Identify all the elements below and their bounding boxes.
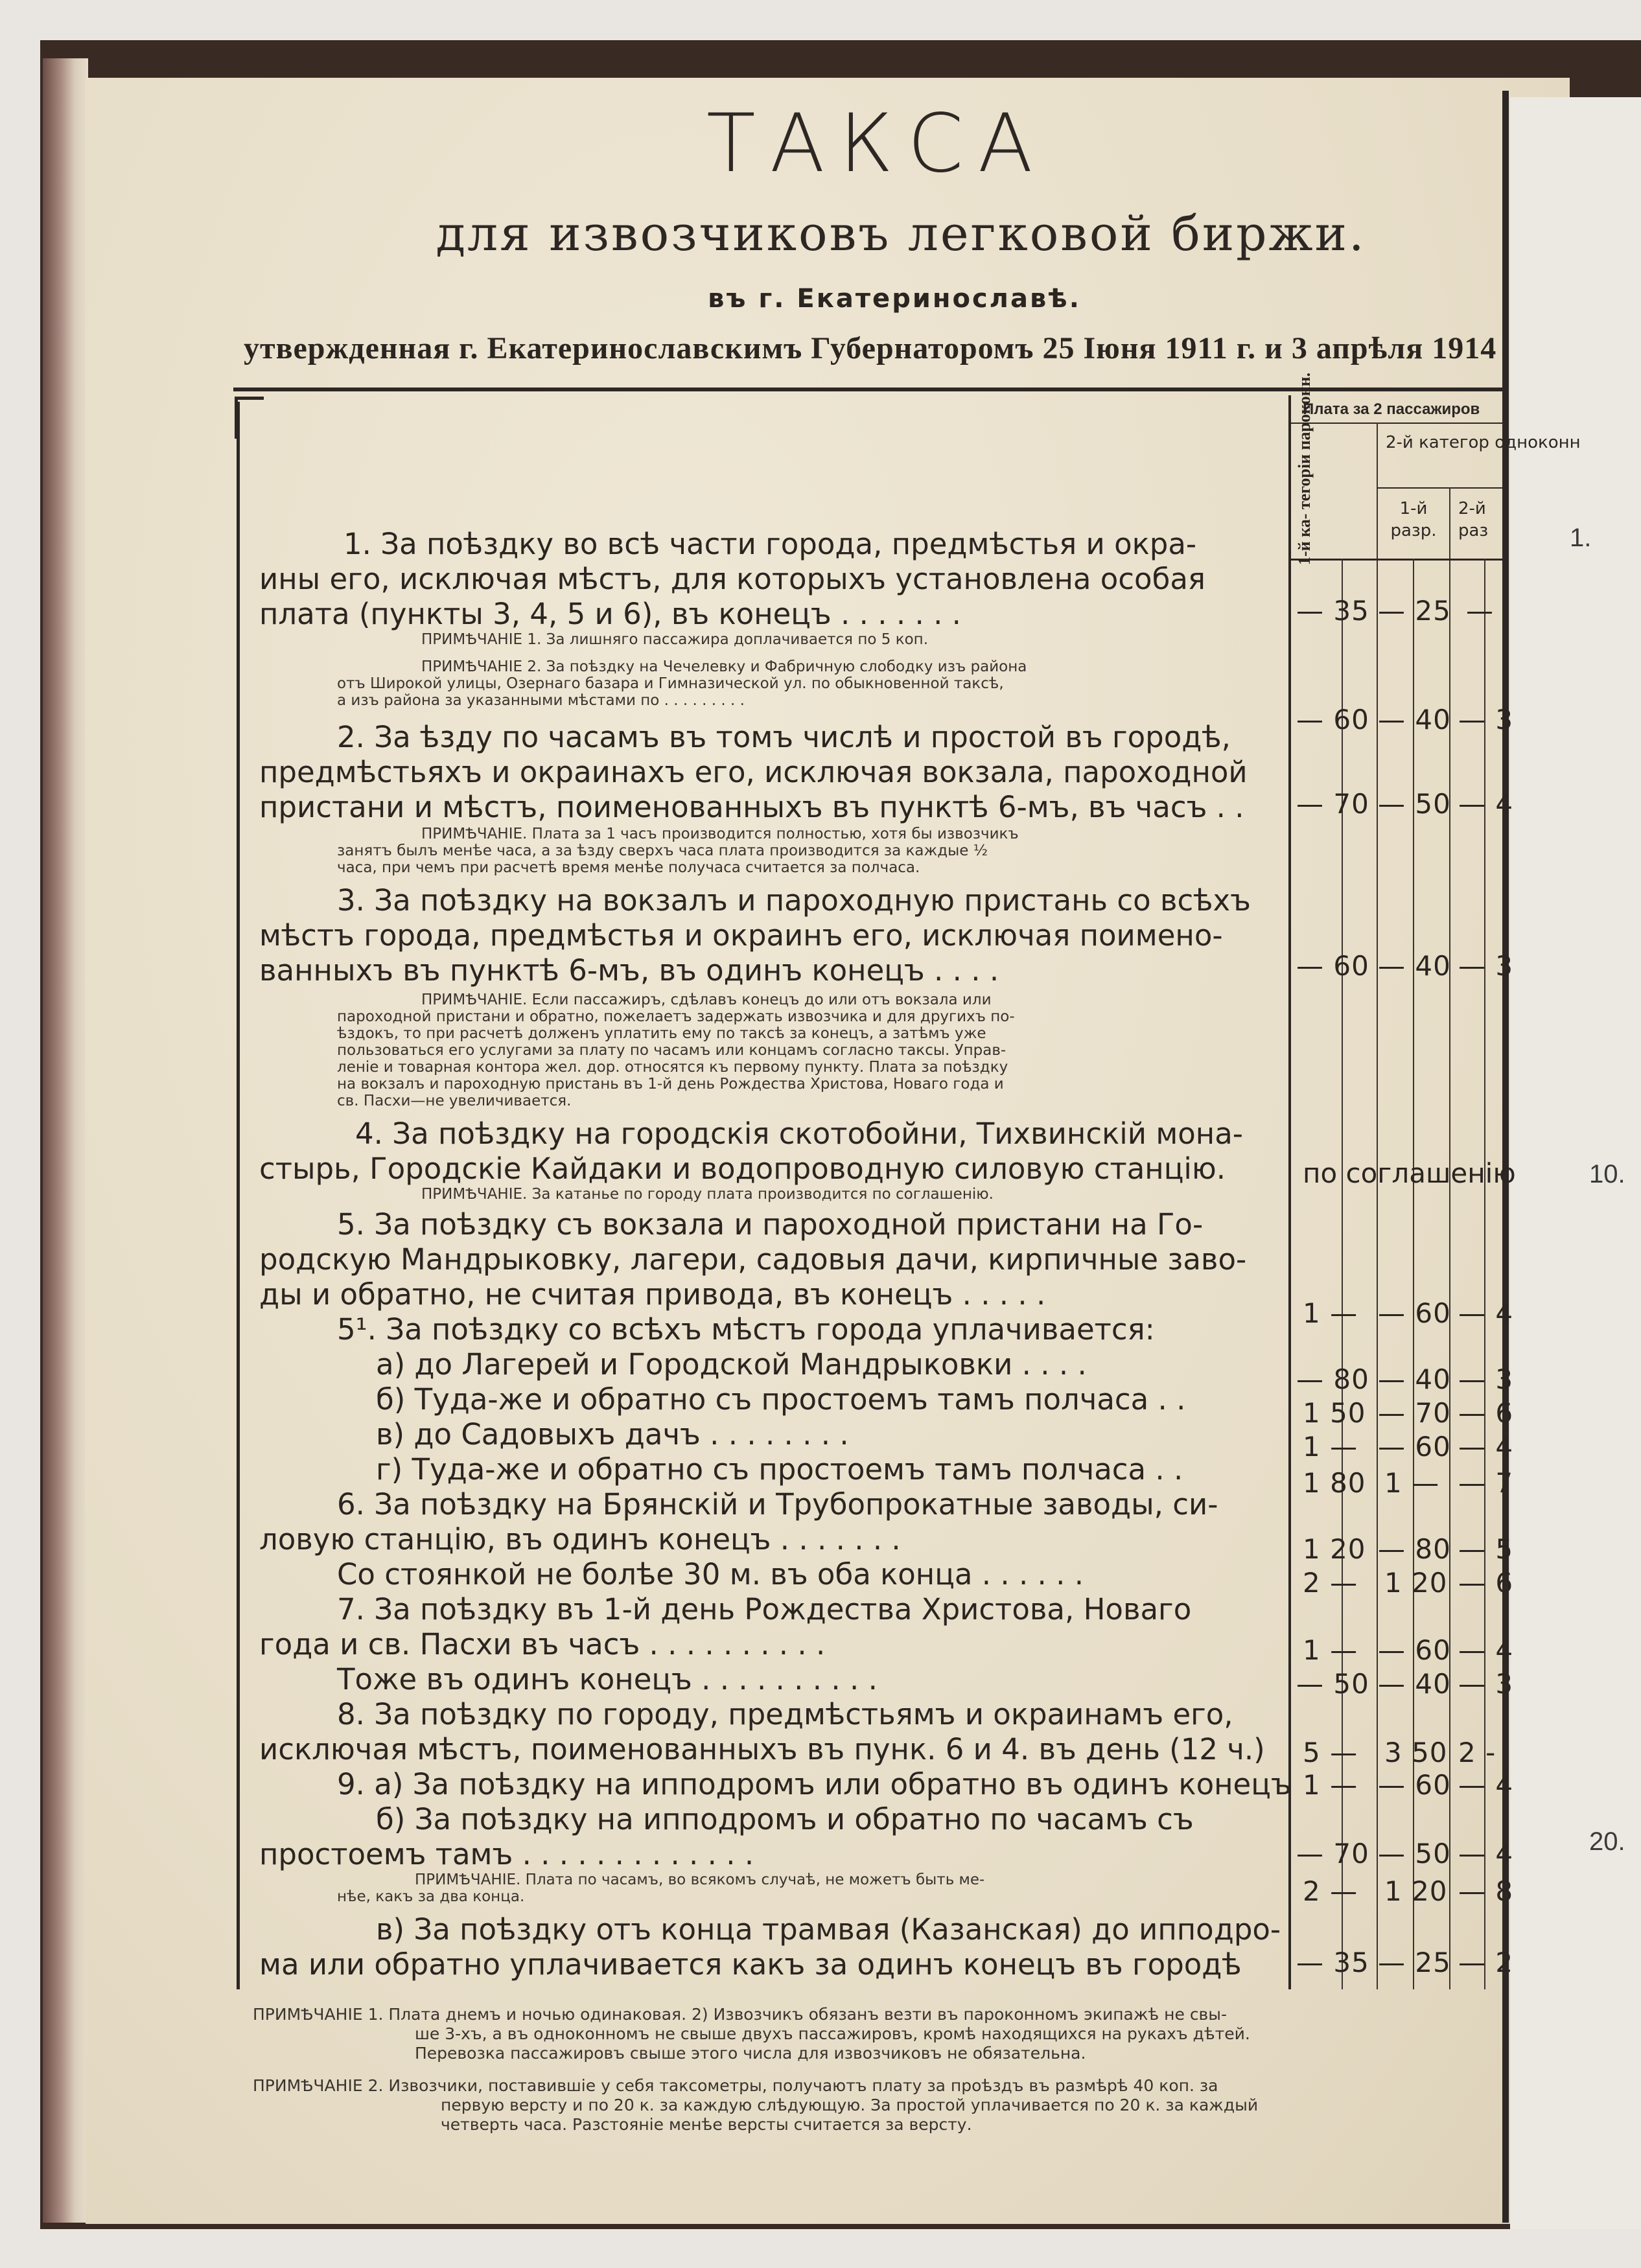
text-line: родскую Мандрыковку, лагери, садовыя дачи, кирпичные заво- [259, 1242, 1247, 1277]
price-cell: — 3 [1458, 1363, 1514, 1395]
price-table-border [1288, 395, 1291, 1989]
price-cell: 1 20 [1384, 1875, 1448, 1907]
price-cell: — 80 [1296, 1363, 1369, 1395]
note-line: на вокзалъ и пароходную пристань въ 1-й день Рождества Христова, Новаго года и [337, 1076, 1004, 1093]
neighbor-number: 10. [1589, 1160, 1625, 1188]
price-cell: — 60 [1378, 1431, 1451, 1463]
table-header-sub1: 1-й разр. [1390, 499, 1437, 540]
price-cell: — 40 [1378, 704, 1451, 735]
table-header-top: Плата за 2 пассажиров [1303, 400, 1480, 418]
text-line: ловую станцію, въ одинъ конецъ . . . . . . . [259, 1522, 901, 1556]
table-header-col2: 2-й категор одноконн [1386, 433, 1581, 452]
table-header-rule [1290, 422, 1504, 424]
text-line: 8. За поѣздку по городу, предмѣстьямъ и окраинамъ его, [337, 1697, 1233, 1731]
price-cell: 1 20 [1303, 1533, 1366, 1565]
price-cell: — 8 [1458, 1875, 1514, 1907]
note-line: а изъ района за указанными мѣстами по . . . . . . . . . [337, 692, 745, 709]
price-cell: — 4 [1458, 1838, 1514, 1869]
text-line: Со стоянкой не болѣе 30 м. въ оба конца . . . . . . [337, 1557, 1084, 1591]
note-line: пароходной пристани и обратно, пожелаетъ задержать извозчика и для другихъ по- [337, 1008, 1015, 1025]
text-line: в) до Садовыхъ дачъ . . . . . . . . [376, 1417, 849, 1452]
footnote-line: первую версту и по 20 к. за каждую слѣдующую. За простой уплачивается по 20 к. за каждый [441, 2096, 1259, 2114]
by-agreement-text: по соглашенію [1303, 1157, 1516, 1189]
book-spine-edge [43, 58, 88, 2223]
price-cell: 2 — [1303, 1875, 1358, 1907]
price-cell: 1 — [1303, 1634, 1358, 1666]
text-line: 9. а) За поѣздку на ипподромъ или обратно въ одинъ конецъ [337, 1767, 1292, 1801]
table-subheader-rule [1378, 487, 1504, 489]
note-line: пользоваться его услугами за плату по часамъ или концамъ согласно таксы. Управ- [337, 1042, 1007, 1059]
note-line: отъ Широкой улицы, Озернаго базара и Гимназической ул. по обыкновенной таксѣ, [337, 675, 1004, 692]
text-line: а) до Лагерей и Городской Мандрыковки . . . . [376, 1347, 1087, 1382]
price-cell: 2 - [1458, 1737, 1496, 1768]
price-cell: 1 — [1303, 1431, 1358, 1463]
price-cell: — 6 [1458, 1397, 1514, 1429]
text-line: ды и обратно, не считая привода, въ конецъ . . . . . [259, 1277, 1046, 1312]
text-line: пристани и мѣстъ, поименованныхъ въ пунктѣ 6-мъ, въ часъ . . [259, 790, 1244, 824]
price-cell: 3 50 [1384, 1737, 1448, 1768]
price-cell: — 25 [1378, 1947, 1451, 1978]
footnote-line: ше 3-хъ, а въ одноконномъ не свыше двухъ пассажировъ, кромѣ находящихся на рукахъ дѣтей. [415, 2024, 1250, 2043]
price-cell: — 40 [1378, 1363, 1451, 1395]
table-divider [1377, 422, 1378, 1989]
price-cell: — 60 [1378, 1634, 1451, 1666]
footnote-line: четверть часа. Разстояніе менѣе версты считается за версту. [441, 2115, 972, 2134]
text-line: 7. За поѣздку въ 1-й день Рождества Христова, Новаго [337, 1592, 1192, 1626]
text-line: б) Туда-же и обратно съ простоемъ тамъ полчаса . . [376, 1382, 1186, 1417]
price-cell: — 2 [1458, 1947, 1514, 1978]
price-cell: — 3 [1458, 704, 1514, 735]
note-line: св. Пасхи—не увеличивается. [337, 1093, 572, 1109]
price-cell: — 5 [1458, 1533, 1514, 1565]
note-line: ПРИМѢЧАНІЕ. Если пассажиръ, сдѣлавъ конецъ до или отъ вокзала или [421, 991, 992, 1008]
price-cell: — 4 [1458, 1769, 1514, 1801]
price-cell: 2 — [1303, 1567, 1358, 1599]
price-cell: 1 — [1303, 1297, 1358, 1329]
neighbor-number: 1. [1570, 524, 1592, 552]
note-line: ПРИМѢЧАНІЕ 2. За поѣздку на Чечелевку и Фабричную слободку изъ района [421, 658, 1027, 675]
note-line: леніе и товарная контора жел. дор. относятся къ первому пункту. Плата за поѣздку [337, 1059, 1008, 1076]
price-cell: — 4 [1458, 1297, 1514, 1329]
text-line: г) Туда-же и обратно съ простоемъ тамъ полчаса . . [376, 1452, 1183, 1487]
document-subtitle: для извозчиковъ легковой биржи. [436, 206, 1366, 262]
text-line: простоемъ тамъ . . . . . . . . . . . . . [259, 1837, 754, 1871]
price-cell: — 6 [1458, 1567, 1514, 1599]
text-line: б) За поѣздку на ипподромъ и обратно по часамъ съ [376, 1802, 1194, 1836]
price-cell: 1 50 [1303, 1397, 1366, 1429]
city-line: въ г. Екатеринославѣ. [708, 284, 1081, 314]
price-cell: — 50 [1378, 1838, 1451, 1869]
text-line: 5. За поѣздку съ вокзала и пароходной пристани на Го- [337, 1207, 1204, 1242]
price-cell: — 35 [1296, 595, 1369, 627]
note-line: ПРИМѢЧАНІЕ. Плата по часамъ, во всякомъ случаѣ, не можетъ быть ме- [415, 1871, 985, 1888]
text-line: стырь, Городскіе Кайдаки и водопроводную силовую станцію. [259, 1151, 1226, 1186]
text-line: года и св. Пасхи въ часъ . . . . . . . . . . [259, 1627, 826, 1661]
approval-line: утвержденная г. Екатеринославскимъ Губернаторомъ 25 Iюня 1911 г. и 3 апрѣля 1914 [244, 331, 1497, 365]
price-cell: — 4 [1458, 788, 1514, 820]
text-line: ины его, исключая мѣстъ, для которыхъ установлена особая [259, 562, 1205, 596]
price-cell: — 70 [1378, 1397, 1451, 1429]
text-line: 5¹. За поѣздку со всѣхъ мѣстъ города уплачивается: [337, 1312, 1155, 1347]
table-header-sub2: 2-й раз [1458, 499, 1489, 540]
price-cell: — 60 [1296, 950, 1369, 982]
price-cell: — 60 [1296, 704, 1369, 735]
text-line: ма или обратно уплачивается какъ за одинъ конецъ въ городѣ [259, 1947, 1242, 1982]
frame-left-border [237, 402, 240, 1989]
note-line: ПРИМѢЧАНІЕ 1. За лишняго пассажира доплачивается по 5 коп. [421, 631, 928, 648]
note-line: занятъ былъ менѣе часа, а за ѣзду сверхъ часа плата производится за каждые ½ [337, 842, 988, 859]
price-cell: — 60 [1378, 1297, 1451, 1329]
text-line: 3. За поѣздку на вокзалъ и пароходную пристань со всѣхъ [337, 883, 1251, 918]
text-line: в) За поѣздку отъ конца трамвая (Казанская) до ипподро- [376, 1912, 1281, 1947]
table-header-bottom [1290, 559, 1504, 561]
price-cell: — 70 [1296, 1838, 1369, 1869]
price-cell: — 3 [1458, 950, 1514, 982]
price-cell: — 3 [1458, 1668, 1514, 1700]
note-line: ѣздокъ, то при расчетѣ долженъ уплатить ему по таксѣ за конецъ, а затѣмъ уже [337, 1025, 986, 1042]
price-cell: — 25 [1378, 595, 1451, 627]
text-line: 1. За поѣздку во всѣ части города, предмѣстья и окра- [343, 527, 1197, 561]
text-line: 2. За ѣзду по часамъ въ томъ числѣ и простой въ городѣ, [337, 720, 1231, 754]
price-cell: 1 20 [1384, 1567, 1448, 1599]
document-title: ТАКСА [706, 97, 1047, 191]
price-cell: — 50 [1296, 1668, 1369, 1700]
price-cell: — 4 [1458, 1431, 1514, 1463]
footnote-line: ПРИМѢЧАНІЕ 2. Извозчики, поставившіе у себя таксометры, получаютъ плату за проѣздъ въ размѣрѣ 40 коп. за [253, 2076, 1218, 2095]
price-cell: — 80 [1378, 1533, 1451, 1565]
footnote-line: Перевозка пассажировъ свыше этого числа для извозчиковъ не обязательна. [415, 2044, 1086, 2063]
footnote-line: ПРИМѢЧАНІЕ 1. Плата днемъ и ночью одинаковая. 2) Извозчикъ обязанъ везти въ пароконномъ экипажѣ не свы- [253, 2005, 1228, 2024]
price-cell: 1 80 [1303, 1467, 1366, 1499]
note-line: часа, при чемъ при расчетѣ время менѣе получаса считается за полчаса. [337, 859, 920, 876]
price-table-right [1502, 395, 1504, 1989]
price-cell: — [1466, 595, 1494, 627]
note-line: ПРИМѢЧАНІЕ. Плата за 1 часъ производится полностью, хотя бы извозчикъ [421, 826, 1019, 842]
text-line: предмѣстьяхъ и окраинахъ его, исключая вокзала, пароходной [259, 755, 1248, 789]
price-cell: 1 — [1303, 1769, 1358, 1801]
neighbor-number: 20. [1589, 1827, 1625, 1856]
note-line: нѣе, какъ за два конца. [337, 1888, 525, 1905]
text-line: мѣстъ города, предмѣстья и окраинъ его, исключая поимено- [259, 918, 1223, 953]
price-cell: — 35 [1296, 1947, 1369, 1978]
price-cell: — 60 [1378, 1769, 1451, 1801]
price-cell: — 40 [1378, 950, 1451, 982]
price-cell: — 70 [1296, 788, 1369, 820]
text-line: исключая мѣстъ, поименованныхъ въ пунк. 6 и 4. въ день (12 ч.) [259, 1732, 1265, 1766]
price-cell: — 50 [1378, 788, 1451, 820]
text-line: плата (пункты 3, 4, 5 и 6), въ конецъ . . . . . . . [259, 597, 961, 631]
text-line: 4. За поѣздку на городскія скотобойни, Тихвинскій мона- [355, 1117, 1244, 1151]
text-line: ванныхъ въ пунктѣ 6-мъ, въ одинъ конецъ . . . . [259, 953, 999, 988]
table-header-col1: 1-й ка- тегоріи пароконн. [1295, 372, 1314, 565]
price-cell: — 7 [1458, 1467, 1514, 1499]
price-cell: 5 — [1303, 1737, 1358, 1768]
text-line: 6. За поѣздку на Брянскій и Трубопрокатные заводы, си- [337, 1487, 1218, 1522]
price-cell: — 4 [1458, 1634, 1514, 1666]
price-cell: 1 — [1384, 1467, 1440, 1499]
price-cell: — 40 [1378, 1668, 1451, 1700]
text-line: Тоже въ одинъ конецъ . . . . . . . . . . [337, 1662, 878, 1696]
note-line: ПРИМѢЧАНІЕ. За катанье по городу плата производится по соглашенію. [421, 1186, 994, 1203]
